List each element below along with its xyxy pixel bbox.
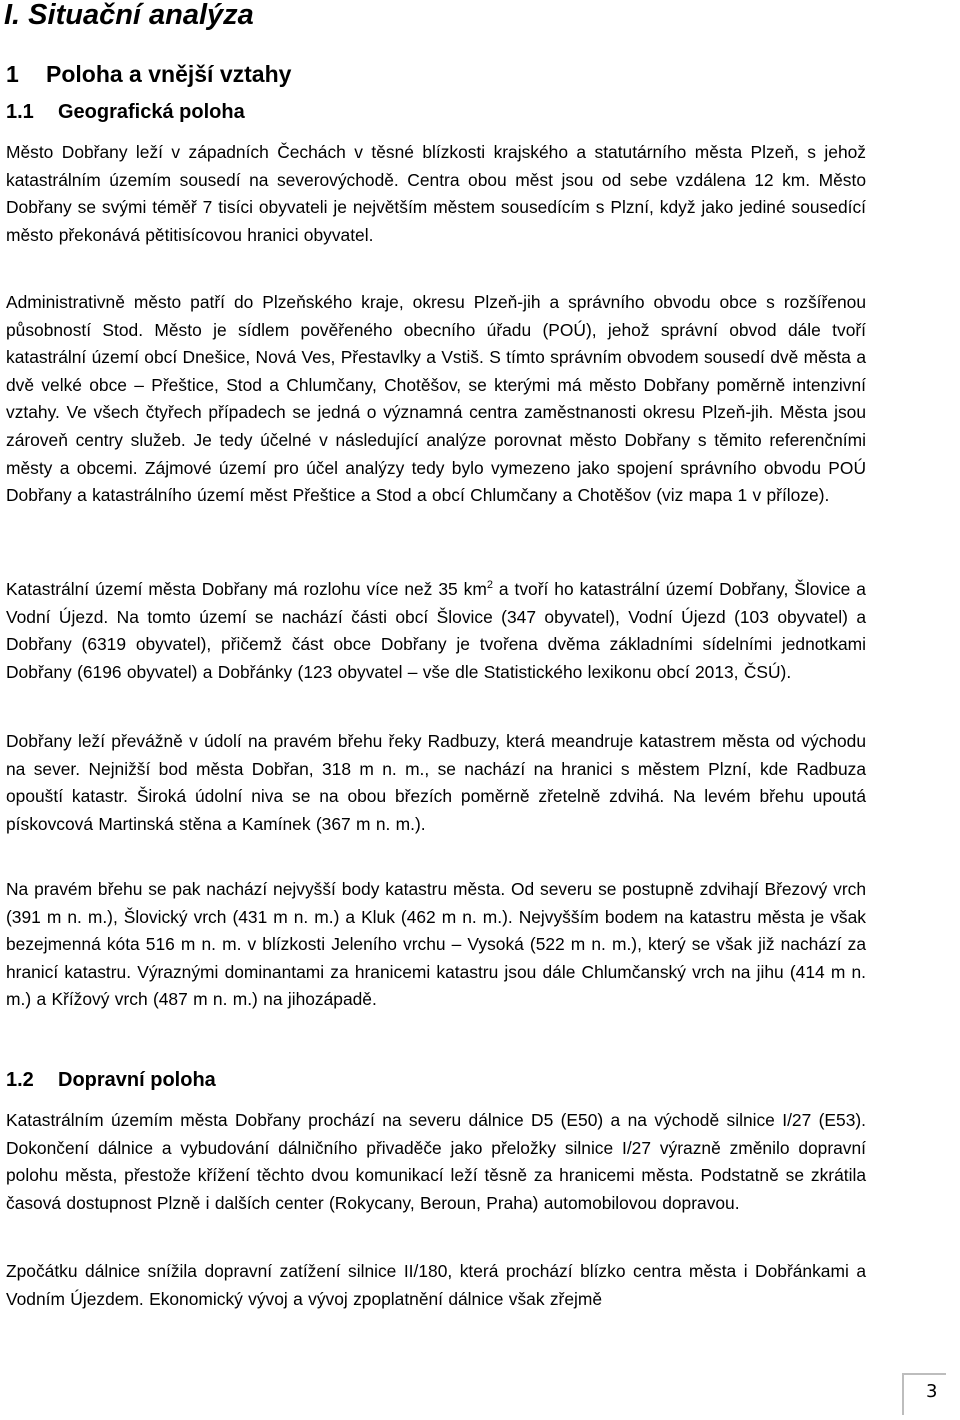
paragraph-river-valley: Dobřany leží převážně v údolí na pravém břehu řeky Radbuzy, která meandruje katastrem města od východu na sever. Nejnižší bod města Dobřan, 318 m n. m., se nachází na hranici s městem Plzní, kde Radbuza opouští katastr. Široká údolní niva se na obou březích poměrně zřetelně zdvihá. Na levém břehu upoutá pískovcová Martinská stěna a Kamínek (367 m n. m.). bbox=[6, 731, 866, 834]
paragraph-administration: Administrativně město patří do Plzeňského kraje, okresu Plzeň-jih a správního obvodu obce s rozšířenou působností Stod. Město je sídlem pověřeného obecního úřadu (POÚ), jehož správní obvod dále tvoří katastrální území obcí Dnešice, Nová Ves, Přestavlky a Vstiš. S tímto správním obvodem sousedí dvě města a dvě velké obce – Přeštice, Stod a Chlumčany, Chotěšov, se kterými má město Dobřany poměrně intenzivní vztahy. Ve všech čtyřech případech se jedná o významná centra zaměstnanosti okresu Plzeň-jih. Města jsou zároveň centry služeb. Je tedy účelné v následující analýze porovnat město Dobřany s těmito referenčními městy a obcemi. Zájmové území pro účel analýzy tedy bylo vymezeno jako spojení správního obvodu POÚ Dobřany a katastrálního území měst Přeštice a Stod a obcí Chlumčany a Chotěšov (viz mapa 1 v příloze). bbox=[6, 292, 866, 506]
paragraph-motorway-effect: Zpočátku dálnice snížila dopravní zatížení silnice II/180, která prochází blízko centra města i Dobřánkami a Vodním Újezdem. Ekonomický vývoj a vývoj zpoplatnění dálnice však zřejmě bbox=[6, 1261, 866, 1309]
section-1-2-heading bbox=[6, 1067, 216, 1093]
paragraph-location: Město Dobřany leží v západních Čechách v těsné blízkosti krajského a statutárního města Plzeň, s jehož katastrálním územím sousedí na severovýchodě. Centra obou měst jsou od sebe vzdálena 12 km. Město Dobřany se svými téměř 7 tisíci obyvateli je největším městem sousedícím s Plzní, když jako jediné sousedící město překonává pětitisícovou hranici obyvatel. bbox=[6, 142, 866, 245]
section-1-1-heading bbox=[6, 99, 245, 125]
page-number: 3 bbox=[926, 1381, 938, 1402]
area-text-end: a tvoří ho katastrální území Dobřany, Šlovice a Vodní Újezd. Na tomto území se nachází části obcí Šlovice (347 obyvatel), Vodní Újezd (103 obyvatel) a Dobřany (6319 obyvatel), přičemž část obce Dobřany je tvořena dvěma základními sídelními jednotkami Dobřany (6196 obyvatel) a Dobřánky (123 obyvatel – vše dle Statistického lexikonu obcí 2013, ČSÚ). bbox=[6, 579, 866, 682]
page-number-frame bbox=[902, 1373, 946, 1415]
main-heading: I. Situační analýza bbox=[4, 0, 254, 31]
section-1-title: Poloha a vnější vztahy bbox=[46, 61, 292, 87]
section-1-1-number: 1.1 bbox=[6, 101, 34, 123]
section-1-1-title: Geografická poloha bbox=[58, 101, 245, 123]
area-text-start: Katastrální území města Dobřany má rozlohu více než 35 km bbox=[6, 579, 487, 599]
section-1-number: 1 bbox=[6, 61, 19, 87]
paragraph-cadastral-area bbox=[6, 576, 866, 686]
section-1-2-number: 1.2 bbox=[6, 1069, 34, 1091]
section-1-2-title: Dopravní poloha bbox=[58, 1069, 216, 1091]
section-1-heading bbox=[6, 59, 291, 89]
paragraph-elevations: Na pravém břehu se pak nachází nejvyšší body katastru města. Od severu se postupně zdvihají Březový vrch (391 m n. m.), Šlovický vrch (431 m n. m.) a Kluk (462 m n. m.). Nejvyšším bodem na katastru města je však bezejmenná kóta 516 m n. m. v blízkosti Jeleního vrchu – Vysoká (522 m n. m.), který se však již nachází za hranicí katastru. Výraznými dominantami za hranicemi katastru jsou dále Chlumčanský vrch na jihu (414 m n. m.) a Křížový vrch (487 m n. m.) na jihozápadě. bbox=[6, 879, 866, 1010]
paragraph-transport: Katastrálním územím města Dobřany prochází na severu dálnice D5 (E50) a na východě silnice I/27 (E53). Dokončení dálnice a vybudování dálničního přivaděče jako přeložky silnice I/27 výrazně změnilo dopravní polohu města, přestože křížení těchto dvou komunikací leží těsně za hranicemi města. Podstatně se zkrátila časová dostupnost Plzně i dalších center (Rokycany, Beroun, Praha) automobilovou dopravou. bbox=[6, 1110, 866, 1213]
area-unit-superscript: 2 bbox=[486, 579, 493, 591]
